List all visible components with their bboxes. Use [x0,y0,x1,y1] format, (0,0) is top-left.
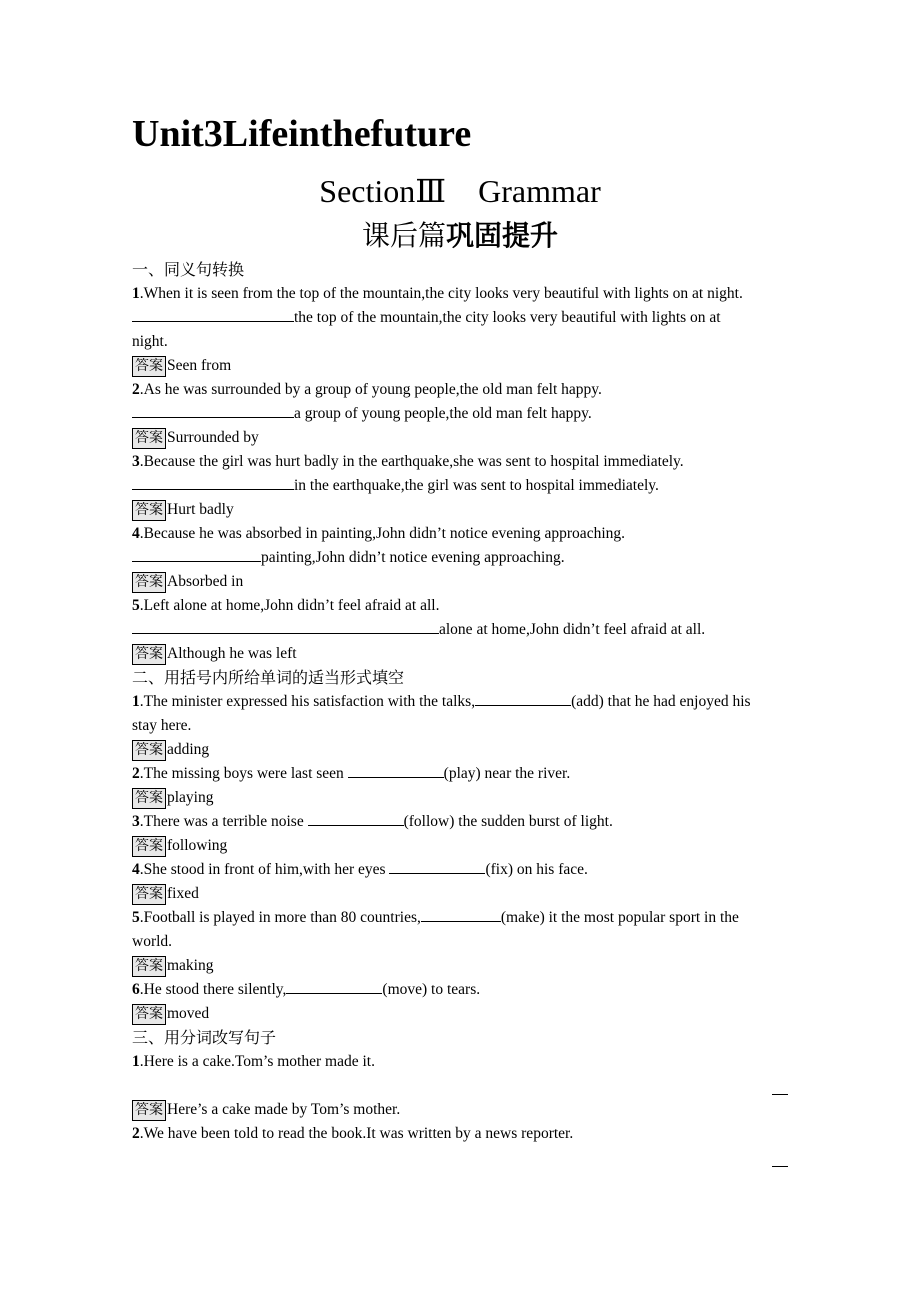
answer-text: Absorbed in [167,573,244,590]
answer-text: Seen from [167,357,232,374]
question-text [132,378,602,402]
question-number: 4 [132,861,140,878]
question-pre: .The missing boys were last seen [139,765,348,782]
question-number: 5 [132,597,140,614]
question-text [132,858,588,882]
part3-heading: 三、用分词改写句子 [132,1028,277,1047]
rewrite-continuation: night. [132,333,168,350]
answer-line [132,642,297,666]
answer-writing-line[interactable] [772,1166,788,1167]
question-body: .When it is seen from the top of the mountain,the city looks very beautiful with lights on at night. [139,285,743,302]
answer-line [132,738,209,762]
question-number: 3 [132,813,140,830]
question-continuation: stay here. [132,717,192,734]
question-number: 1 [132,1053,140,1070]
answer-blank[interactable] [132,306,294,322]
answer-label: 答案 [132,500,166,521]
question-number: 2 [132,1125,140,1142]
rewrite-text: alone at home,John didn’t feel afraid at all. [439,621,706,638]
question-number: 4 [132,525,140,542]
answer-blank[interactable] [132,618,439,634]
answer-text: fixed [167,885,199,902]
question-text [132,810,613,834]
question-post: (play) near the river. [443,765,571,782]
answer-line [132,1098,400,1122]
answer-blank[interactable] [348,762,444,778]
answer-blank[interactable] [132,474,294,490]
question-pre: .She stood in front of him,with her eyes [139,861,390,878]
question-pre: .Football is played in more than 80 countries, [139,909,421,926]
answer-text: following [167,837,228,854]
answer-line [132,882,199,906]
question-body: .We have been told to read the book.It was written by a news reporter. [139,1125,574,1142]
question-body: .Left alone at home,John didn’t feel afraid at all. [139,597,440,614]
answer-line [132,834,227,858]
question-continuation: world. [132,933,173,950]
answer-text: adding [167,741,210,758]
question-number: 6 [132,981,140,998]
question-body: .Here is a cake.Tom’s mother made it. [139,1053,375,1070]
rewrite-line [132,618,705,642]
question-number: 1 [132,693,140,710]
answer-label: 答案 [132,428,166,449]
answer-text: Here’s a cake made by Tom’s mother. [167,1101,401,1118]
section-title: SectionⅢ Grammar [319,173,601,209]
question-number: 1 [132,285,140,302]
question-text [132,522,625,546]
question-body: .Because the girl was hurt badly in the earthquake,she was sent to hospital immediately. [139,453,684,470]
question-pre: .He stood there silently, [139,981,287,998]
part1-heading: 一、同义句转换 [132,260,245,279]
answer-blank[interactable] [132,546,261,562]
answer-text: moved [167,1005,210,1022]
question-text [132,762,570,786]
answer-label: 答案 [132,1004,166,1025]
answer-line [132,786,214,810]
answer-line [132,498,234,522]
rewrite-text: the top of the mountain,the city looks very beautiful with lights on at [294,309,721,326]
subtitle-part-a: 课后篇 [361,219,446,252]
rewrite-line [132,306,721,330]
answer-label: 答案 [132,884,166,905]
answer-text: Hurt badly [167,501,234,518]
unit-title: Unit3Lifeinthefuture [132,113,472,155]
answer-label: 答案 [132,956,166,977]
answer-line [132,954,214,978]
subtitle-part-b: 巩固提升 [446,219,559,252]
question-text [132,978,480,1002]
question-pre: .There was a terrible noise [139,813,308,830]
answer-blank[interactable] [421,906,501,922]
answer-line [132,354,231,378]
question-text [132,906,739,930]
answer-line [132,570,243,594]
question-text [132,690,751,714]
answer-blank[interactable] [389,858,485,874]
answer-blank[interactable] [132,402,294,418]
question-post: (add) that he had enjoyed his [571,693,751,710]
question-pre: .The minister expressed his satisfaction with the talks, [139,693,476,710]
question-text [132,450,684,474]
rewrite-line [132,402,592,426]
question-body: .As he was surrounded by a group of young people,the old man felt happy. [139,381,602,398]
rewrite-line [132,546,565,570]
answer-label: 答案 [132,572,166,593]
question-number: 2 [132,765,140,782]
answer-text: Although he was left [167,645,297,662]
rewrite-text: a group of young people,the old man felt happy. [294,405,592,422]
answer-label: 答案 [132,356,166,377]
rewrite-line [132,474,659,498]
question-text [132,594,439,618]
part2-heading: 二、用括号内所给单词的适当形式填空 [132,668,405,687]
answer-text: Surrounded by [167,429,259,446]
rewrite-text: painting,John didn’t notice evening approaching. [261,549,565,566]
answer-text: playing [167,789,214,806]
question-text [132,1122,573,1146]
question-post: (fix) on his face. [485,861,588,878]
answer-blank[interactable] [308,810,404,826]
question-body: .Because he was absorbed in painting,John didn’t notice evening approaching. [139,525,626,542]
answer-blank[interactable] [475,690,571,706]
answer-blank[interactable] [286,978,382,994]
question-post: (make) it the most popular sport in the [500,909,739,926]
question-post: (move) to tears. [382,981,481,998]
practice-subtitle [0,214,920,254]
question-number: 5 [132,909,140,926]
rewrite-text: in the earthquake,the girl was sent to hospital immediately. [294,477,659,494]
answer-label: 答案 [132,1100,166,1121]
question-text [132,282,743,306]
answer-line [132,426,259,450]
answer-label: 答案 [132,788,166,809]
answer-writing-line[interactable] [772,1094,788,1095]
question-text [132,1050,375,1074]
answer-text: making [167,957,214,974]
question-post: (follow) the sudden burst of light. [403,813,613,830]
answer-line [132,1002,209,1026]
question-number: 2 [132,381,140,398]
question-number: 3 [132,453,140,470]
answer-label: 答案 [132,740,166,761]
answer-label: 答案 [132,836,166,857]
answer-label: 答案 [132,644,166,665]
